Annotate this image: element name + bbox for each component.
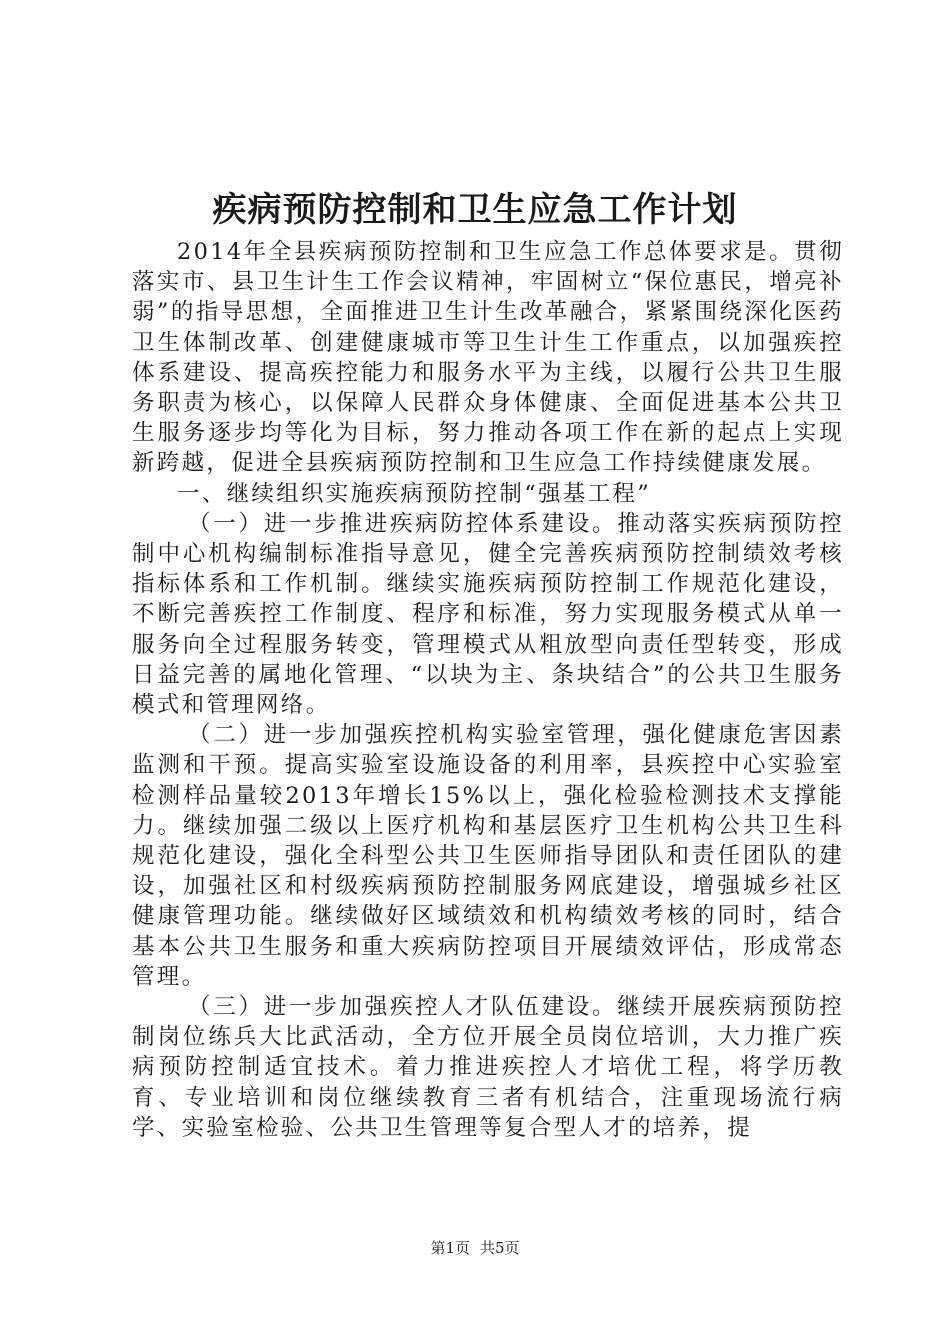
section-heading-1: 一、继续组织实施疾病预防控制“强基工程” xyxy=(177,480,652,507)
paragraph-item-2: （二）进一步加强疾控机构实验室管理，强化健康危害因素监测和干预。提高实验室设施设备的利用率，县疾控中心实验室检测样品量较2013年增长15%以上，强化检验检测技术支撑能力。继续加强二级以上医疗机构和基层医疗卫生机构公共卫生科规范化建设，强化全科型公共卫生医师指导团队和责任团队的建设，加强社区和村级疾病预防控制服务网底建设，增强城乡社区健康管理功能。继续做好区域绩效和机构绩效考核的同时，结合基本公共卫生服务和重大疾病防控项目开展绩效评估，形成常态管理。 xyxy=(132,722,844,990)
page-number: 第1页 xyxy=(430,1239,470,1257)
page-total: 共5页 xyxy=(480,1239,520,1257)
paragraph-intro: 2014年全县疾病预防控制和卫生应急工作总体要求是。贯彻落实市、县卫生计生工作会议精神，牢固树立“保位惠民，增亮补弱”的指导思想，全面推进卫生计生改革融合，紧紧围绕深化医药卫生体制改革、创建健康城市等卫生计生工作重点，以加强疾控体系建设、提高疾控能力和服务水平为主线，以履行公共卫生服务职责为核心，以保障人民群众身体健康、全面促进基本公共卫生服务逐步均等化为目标，努力推动各项工作在新的起点上实现新跨越，促进全县疾病预防控制和卫生应急工作持续健康发展。 xyxy=(132,239,844,477)
paragraph-item-3: （三）进一步加强疾控人才队伍建设。继续开展疾病预防控制岗位练兵大比武活动，全方位开展全员岗位培训，大力推广疾病预防控制适宜技术。着力推进疾控人才培优工程，将学历教育、专业培训和岗位继续教育三者有机结合，注重现场流行病学、实验室检验、公共卫生管理等复合型人才的培养，提 xyxy=(132,994,844,1141)
document-body xyxy=(132,237,844,1143)
document-title: 疾病预防控制和卫生应急工作计划 xyxy=(212,190,738,230)
paragraph-item-1: （一）进一步推进疾病防控体系建设。推动落实疾病预防控制中心机构编制标准指导意见，健全完善疾病预防控制绩效考核指标体系和工作机制。继续实施疾病预防控制工作规范化建设，不断完善疾控工作制度、程序和标准，努力实现服务模式从单一服务向全过程服务转变，管理模式从粗放型向责任型转变，形成日益完善的属地化管理、“以块为主、条块结合”的公共卫生服务模式和管理网络。 xyxy=(132,510,844,719)
page-footer xyxy=(0,1238,950,1258)
